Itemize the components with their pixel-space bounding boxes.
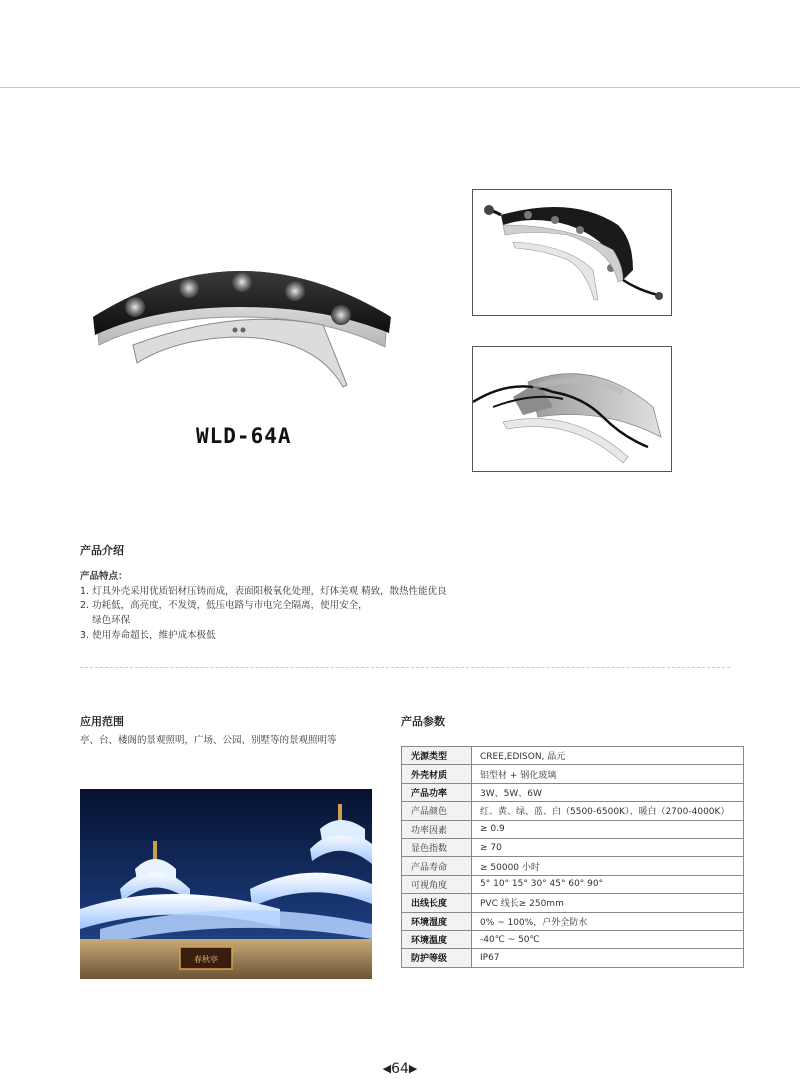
param-key: 光源类型 [402,747,472,765]
right-arrow-icon: ▶ [408,1062,418,1075]
param-key: 外壳材质 [402,765,472,783]
feature-line-2: 2. 功耗低，高亮度，不发烫，低压电路与市电完全隔离，使用安全， [80,600,368,611]
param-value: 0% ~ 100%，户外全防水 [472,912,744,930]
params-row [402,783,744,801]
param-key: 产品颜色 [402,802,472,820]
params-table [401,746,744,968]
param-value: 3W、5W、6W [472,783,744,801]
intro-title: 产品介绍 [80,544,124,557]
feature-line-4: 3. 使用寿命超长，维护成本极低 [80,630,216,641]
application-title: 应用范围 [80,715,124,728]
param-value: IP67 [472,949,744,967]
param-key: 显色指数 [402,838,472,856]
param-key: 产品寿命 [402,857,472,875]
params-row [402,875,744,893]
product-detail-photo-bottom [472,346,672,472]
param-value: ≥ 0.9 [472,820,744,838]
params-row [402,930,744,948]
params-row [402,894,744,912]
params-row [402,820,744,838]
param-key: 防护等级 [402,949,472,967]
param-value: CREE,EDISON, 晶元 [472,747,744,765]
product-model: WLD-64A [196,424,292,448]
scene-sign-text: 春秋亭 [194,955,218,964]
application-scene-photo [80,789,372,979]
feature-line-1: 1. 灯具外壳采用优质铝材压铸而成，表面阳极氧化处理，灯体美观 精致，散热性能优良 [80,586,447,597]
params-row [402,857,744,875]
product-detail-photo-top [472,189,672,316]
param-value: 铝型材 + 钢化玻璃 [472,765,744,783]
page-number [0,1061,800,1077]
param-key: 出线长度 [402,894,472,912]
params-title: 产品参数 [401,715,445,728]
param-value: PVC 线长≥ 250mm [472,894,744,912]
left-arrow-icon: ◀ [382,1062,392,1075]
main-product-image [85,245,395,395]
params-row [402,765,744,783]
param-value: ≥ 70 [472,838,744,856]
param-key: 功率因素 [402,820,472,838]
param-value: ≥ 50000 小时 [472,857,744,875]
features-title: 产品特点： [80,571,128,582]
params-row [402,747,744,765]
feature-line-3: 绿色环保 [80,615,131,626]
param-key: 环境温度 [402,930,472,948]
param-value: 红、黄、绿、蓝、白（5500-6500K）、暖白（2700-4000K） [472,802,744,820]
page-number-text: 64 [391,1061,409,1077]
application-text: 亭、台、楼阁的景观照明，广场、公园、别墅等的景观照明等 [80,735,337,746]
param-value: -40℃ ~ 50℃ [472,930,744,948]
param-value: 5° 10° 15° 30° 45° 60° 90° [472,875,744,893]
param-key: 环境湿度 [402,912,472,930]
params-row [402,912,744,930]
section-divider [80,667,730,668]
param-key: 产品功率 [402,783,472,801]
params-row [402,838,744,856]
params-row [402,949,744,967]
header-rule [0,87,800,88]
params-row [402,802,744,820]
param-key: 可视角度 [402,875,472,893]
